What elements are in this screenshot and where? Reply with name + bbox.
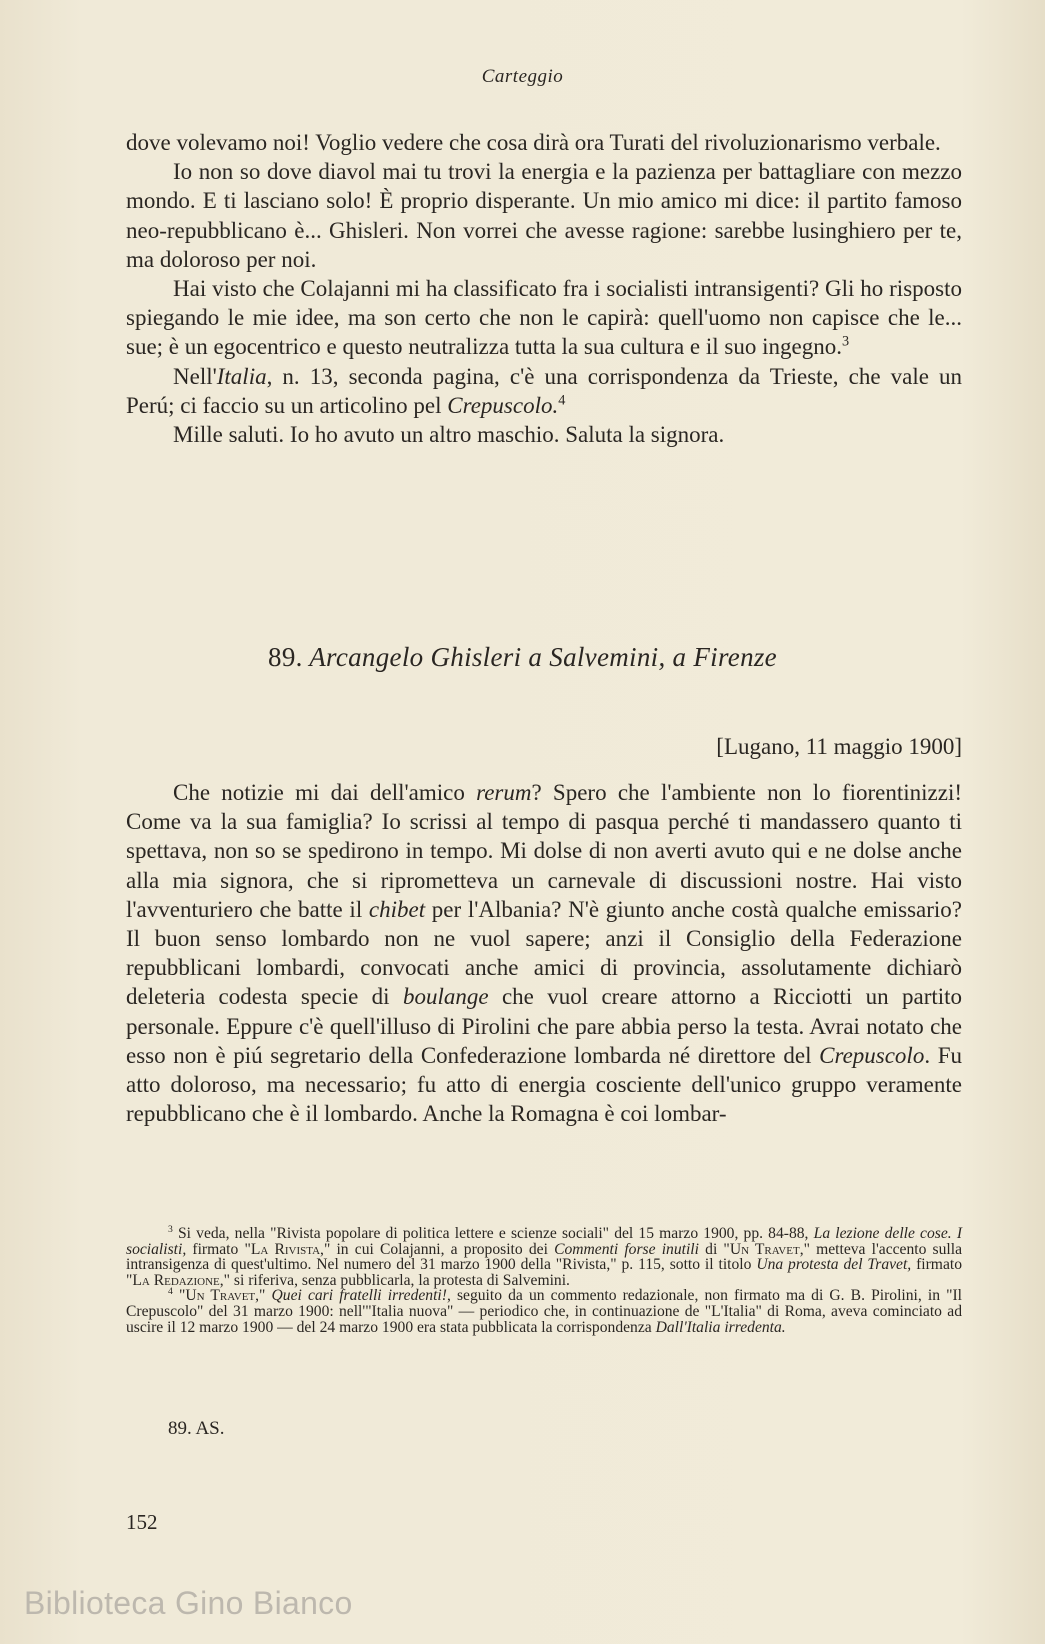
small-caps-text: Un Travet bbox=[729, 1240, 800, 1258]
text-span: ? Spero che l'ambiente non lo fiorentinizzi! Come va la sua famiglia? Io scrissi al tempo di pasqua perché ti mandassero quanto ti spettava, non so se spedirono in tempo. Mi dolse di non averti avuto qui e ne dolse anche alla mia signora, che si riprometteva un carnevale di discussioni nostre. Hai visto l'avventuriero che batte il bbox=[126, 780, 963, 922]
text-span: ," si riferiva, senza pubblicarla, la protesta di Salvemini. bbox=[219, 1271, 570, 1289]
small-caps-text: La Redazione bbox=[132, 1271, 220, 1289]
italic-text: rerum bbox=[476, 780, 532, 805]
text-span: firmato " bbox=[126, 1256, 962, 1289]
italic-text: Italia bbox=[216, 363, 267, 389]
letter-88-continuation bbox=[126, 128, 962, 449]
text-span: vale un Perú; ci faccio su un articolino pel bbox=[126, 363, 962, 418]
footnote-number: 4 bbox=[168, 1286, 173, 1298]
paragraph-text: Hai visto che Colajanni mi ha classificato fra i socialisti intransigenti? Gli ho risposto spiegando le mie idee, ma son certo che non le capirà: quell'uomo non capisce che le... sue; è un egocentrico e questo neutralizza tutta la sua cultura e il suo ingegno. bbox=[126, 276, 962, 360]
text-span: di " bbox=[705, 1240, 730, 1258]
source-note: 89. AS. bbox=[168, 1418, 225, 1439]
library-watermark: Biblioteca Gino Bianco bbox=[24, 1585, 353, 1621]
italic-text: La lezione delle cose. I socialisti, bbox=[126, 1225, 963, 1258]
paragraph-text: Mille saluti. Io ho avuto un altro maschio. Saluta la signora. bbox=[173, 422, 725, 448]
dateline: [Lugano, 11 maggio 1900] bbox=[716, 734, 962, 759]
letter-number: 89. bbox=[268, 642, 303, 672]
paragraph bbox=[126, 420, 962, 449]
letter-heading bbox=[0, 642, 1045, 673]
paragraph bbox=[126, 157, 962, 274]
italic-text: boulange bbox=[402, 984, 489, 1010]
text-span: firmato " bbox=[192, 1240, 251, 1258]
text-span: ," metteva l'accento sulla intransigenza di quest'ultimo. Nel numero del 31 marzo 1900 della "Rivista," p. 115, sotto il titolo bbox=[126, 1240, 963, 1274]
text-span: Si veda, nella "Rivista popolare di politica lettere e scienze sociali" del 15 marzo 1900, pp. 84-88, bbox=[178, 1225, 809, 1242]
italic-text: Crepuscolo. bbox=[447, 392, 559, 418]
footnote-3 bbox=[126, 1223, 963, 1289]
italic-text: chibet bbox=[368, 896, 426, 922]
small-caps-text: La Rivista bbox=[250, 1240, 321, 1258]
text-span: che vuol creare attorno a Ricciotti un partito personale. Eppure c'è quell'illuso di Pirolini che pare abbia perso la testa. Avrai notato che esso non è piú segretario della Confederazione lombarda né direttore del bbox=[126, 984, 963, 1068]
text-span: , seguito da un commento redazionale, non firmato ma di G. B. Pirolini, in "Il Crepuscolo" del 31 marzo 1900: nell'"Italia nuova" — periodico che, in continuazione de "L'Italia" di Roma, aveva cominciato ad uscire il 12 marzo 1900 — del 24 marzo 1900 era stata pubblicata la corrispondenza bbox=[126, 1287, 963, 1336]
italic-text: Commenti forse inutili bbox=[554, 1240, 699, 1258]
text-span: " bbox=[178, 1287, 186, 1305]
paragraph bbox=[126, 778, 962, 1128]
page-number: 152 bbox=[126, 1510, 158, 1534]
paragraph-text: Io non so dove diavol mai tu trovi la energia e la pazienza per battagliare con mezzo mondo. E ti lasciano solo! È proprio disperante. Un mio amico mi dice: il partito famoso neo-repubblicano è... Ghisleri. Non vorrei che avesse ragione: sarebbe lusinghiero per te, ma doloroso per noi. bbox=[126, 159, 962, 272]
running-head: Carteggio bbox=[481, 66, 564, 87]
footnote-marker-4: 4 bbox=[558, 392, 566, 409]
text-span: Nell' bbox=[173, 363, 217, 389]
footnote-number: 3 bbox=[168, 1223, 173, 1235]
text-span: ," in cui Colajanni, a proposito dei bbox=[320, 1240, 548, 1258]
text-span: . Fu atto doloroso, ma necessario; fu atto di energia cosciente dell'unico gruppo veramente repubblicano che è il lombardo. Anche la Romagna è coi lombar- bbox=[126, 1042, 962, 1127]
text-span: , n. 13, seconda pagina, c'è una corrispondenza da Trieste, che bbox=[266, 363, 881, 389]
paragraph bbox=[126, 128, 962, 157]
small-caps-text: Un Travet bbox=[185, 1287, 256, 1305]
italic-text: Dall'Italia irredenta. bbox=[655, 1318, 786, 1336]
footnotes bbox=[126, 1223, 963, 1336]
text-span: ," bbox=[255, 1287, 266, 1305]
paragraph bbox=[126, 274, 962, 362]
italic-text: Quei cari fratelli irredenti! bbox=[271, 1287, 447, 1305]
text-span: per l'Albania? N'è giunto anche costà qualche emissario? Il buon senso lombardo non ne vuol sapere; anzi il Consiglio della Federazione repubblicani lombardi, convocati anche amici di provincia, assolutamente dichiarò deleteria codesta specie di bbox=[126, 896, 963, 1010]
letter-89-body bbox=[126, 778, 962, 1128]
footnote-marker-3: 3 bbox=[841, 333, 850, 350]
italic-text: Crepuscolo bbox=[819, 1042, 925, 1068]
italic-text: Una protesta del Travet, bbox=[756, 1256, 912, 1274]
paragraph bbox=[126, 362, 962, 420]
footnote-4 bbox=[126, 1288, 962, 1335]
text-span: Che notizie mi dai dell'amico bbox=[173, 780, 465, 805]
paragraph-text: dove volevamo noi! Voglio vedere che cosa dirà ora Turati del rivoluzionarismo verbale. bbox=[126, 130, 941, 155]
letter-title: Arcangelo Ghisleri a Salvemini, a Firenze bbox=[309, 642, 777, 672]
